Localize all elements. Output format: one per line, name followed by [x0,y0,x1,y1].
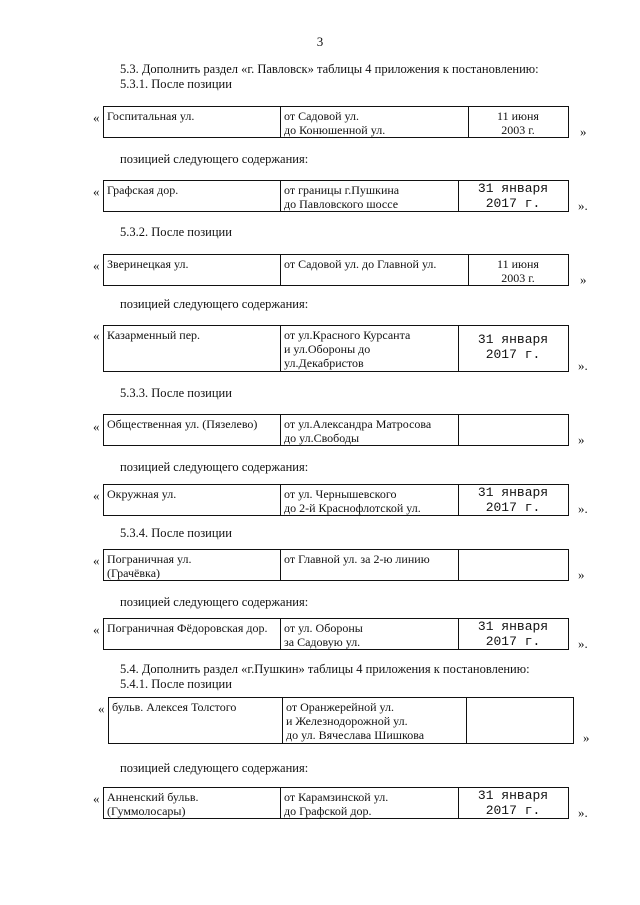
table-row [103,549,569,581]
date-cell: 11 июня 2003 г. [497,257,539,285]
section-cell: от Главной ул. за 2-ю линию [281,550,459,580]
quote-close: » [580,272,587,287]
quote-close: ». [578,501,588,516]
street-name-cell: Графская дор. [104,181,281,211]
date-cell: 31 января 2017 г. [477,788,549,818]
table-row [103,787,569,819]
follow-text: позицией следующего содержания: [120,761,309,775]
section-cell: от границы г.Пушкина до Павловского шоссе [281,181,459,211]
quote-open: « [93,419,100,434]
quote-close: » [583,730,590,745]
quote-open: « [93,791,100,806]
quote-open: « [93,258,100,273]
table-row [103,325,569,372]
quote-open: « [93,110,100,125]
quote-open: « [93,328,100,343]
quote-close: ». [578,805,588,820]
subsection-heading: 5.3.3. После позиции [120,386,232,400]
quote-open: « [93,184,100,199]
table-row [108,697,574,744]
quote-close: ». [578,636,588,651]
date-cell: 11 июня 2003 г. [497,109,539,137]
street-name-cell: Казарменный пер. [104,326,281,371]
quote-open: « [93,488,100,503]
section-cell: от Карамзинской ул. до Графской дор. [281,788,459,818]
follow-text: позицией следующего содержания: [120,595,309,609]
street-name-cell: Госпитальная ул. [104,107,281,137]
quote-close: » [578,567,585,582]
street-name-cell: Анненский бульв. (Гуммолосары) [104,788,281,818]
date-cell [467,698,572,743]
quote-close: ». [578,198,588,213]
date-cell [459,550,567,580]
table-row [103,414,569,446]
date-cell: 31 января 2017 г. [477,332,549,362]
quote-open: « [93,553,100,568]
subsection-heading: 5.4.1. После позиции [120,677,232,691]
quote-close: » [578,432,585,447]
table-row [103,106,569,138]
street-name-cell: бульв. Алексея Толстого [109,698,283,743]
section-cell: от ул. Обороны за Садовую ул. [281,619,459,649]
subsection-heading: 5.3.2. После позиции [120,225,232,239]
section-heading: 5.3. Дополнить раздел «г. Павловск» таблицы 4 приложения к постановлению: [120,62,539,76]
table-row [103,618,569,650]
section-cell: от Садовой ул. до Конюшенной ул. [281,107,469,137]
date-cell: 31 января 2017 г. [477,619,549,649]
table-row [103,484,569,516]
quote-open: « [93,622,100,637]
quote-close: ». [578,358,588,373]
street-name-cell: Пограничная Фёдоровская дор. [104,619,281,649]
section-cell: от ул. Чернышевского до 2-й Краснофлотской ул. [281,485,459,515]
follow-text: позицией следующего содержания: [120,152,309,166]
section-heading: 5.4. Дополнить раздел «г.Пушкин» таблицы 4 приложения к постановлению: [120,662,530,676]
subsection-heading: 5.3.4. После позиции [120,526,232,540]
quote-open: « [98,701,105,716]
subsection-heading: 5.3.1. После позиции [120,77,232,91]
page-number: 3 [316,34,324,49]
section-cell: от ул.Красного Курсанта и ул.Обороны до ул.Декабристов [281,326,459,371]
quote-close: » [580,124,587,139]
follow-text: позицией следующего содержания: [120,460,309,474]
street-name-cell: Окружная ул. [104,485,281,515]
date-cell: 31 января 2017 г. [477,485,549,515]
street-name-cell: Пограничная ул. (Грачёвка) [104,550,281,580]
section-cell: от ул.Александра Матросова до ул.Свободы [281,415,459,445]
table-row [103,254,569,286]
section-cell: от Оранжерейной ул. и Железнодорожной ул. до ул. Вячеслава Шишкова [283,698,467,743]
section-cell: от Садовой ул. до Главной ул. [281,255,469,285]
table-row [103,180,569,212]
street-name-cell: Общественная ул. (Пязелево) [104,415,281,445]
date-cell [459,415,567,445]
follow-text: позицией следующего содержания: [120,297,309,311]
date-cell: 31 января 2017 г. [477,181,549,211]
street-name-cell: Зверинецкая ул. [104,255,281,285]
